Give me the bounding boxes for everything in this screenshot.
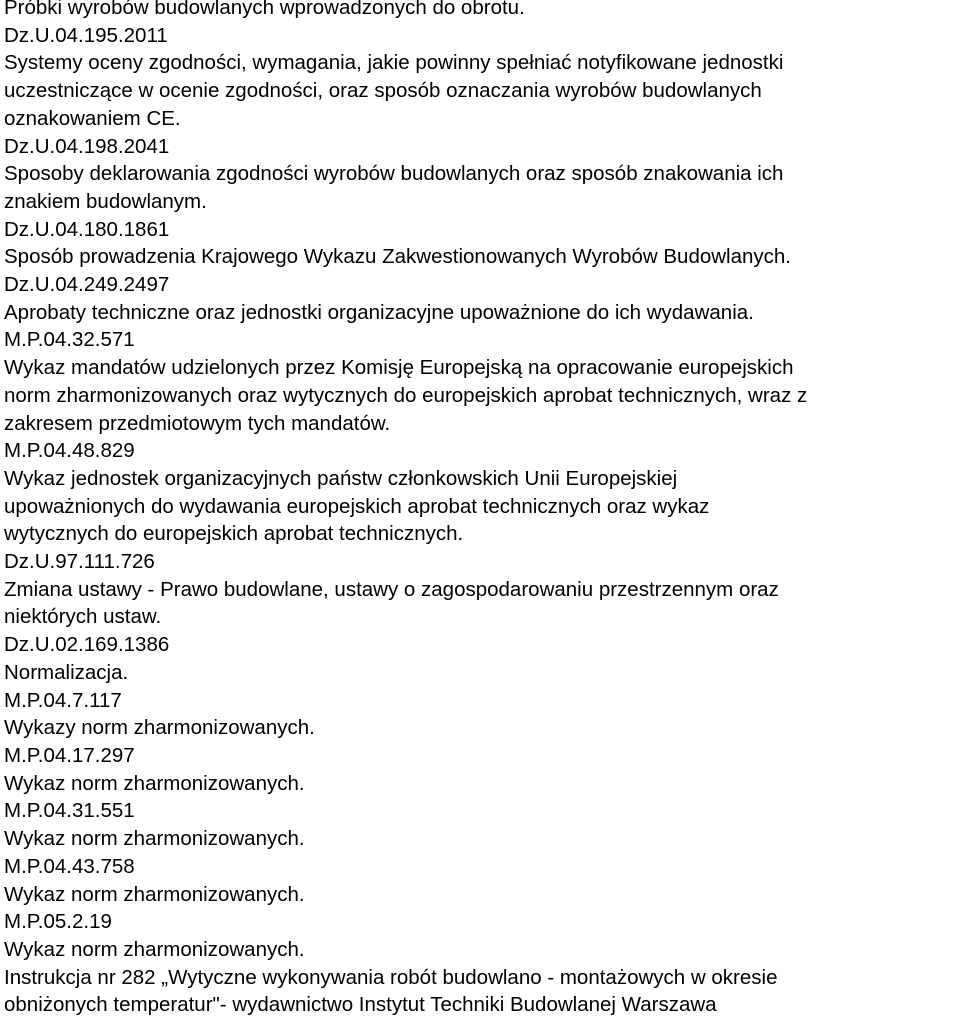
entry-title: Próbki wyrobów budowlanych wprowadzonych do obrotu.	[4, 0, 525, 19]
entry-title: norm zharmonizowanych oraz wytycznych do europejskich aprobat technicznych, wraz z	[4, 383, 808, 407]
entry-title: Sposoby deklarowania zgodności wyrobów budowlanych oraz sposób znakowania ich	[4, 162, 784, 186]
entry-title: Wykaz norm zharmonizowanych.	[4, 937, 305, 961]
entry-title: oznakowaniem CE.	[4, 106, 181, 130]
final-note: obniżonych temperatur"- wydawnictwo Instytut Techniki Budowlanej Warszawa	[4, 993, 717, 1017]
entry-title: Aprobaty techniczne oraz jednostki organizacyjne upoważnione do ich wydawania.	[4, 300, 754, 324]
entry-reference: M.P.05.2.19	[4, 910, 112, 934]
entry-reference: Dz.U.02.169.1386	[4, 633, 170, 657]
document-body	[4, 0, 960, 1019]
entry-reference: M.P.04.7.117	[4, 688, 122, 712]
entry-title: Sposób prowadzenia Krajowego Wykazu Zakwestionowanych Wyrobów Budowlanych.	[4, 245, 792, 269]
entry-reference: M.P.04.48.829	[4, 439, 135, 463]
entry-reference: M.P.04.31.551	[4, 799, 135, 823]
entry-reference: M.P.04.43.758	[4, 854, 135, 878]
entry-title: Wykaz norm zharmonizowanych.	[4, 827, 305, 851]
entry-title: Systemy oceny zgodności, wymagania, jakie powinny spełniać notyfikowane jednostki	[4, 51, 784, 75]
entry-title: zakresem przedmiotowym tych mandatów.	[4, 411, 391, 435]
entry-title: Normalizacja.	[4, 660, 129, 684]
entry-title: Wykaz jednostek organizacyjnych państw członkowskich Unii Europejskiej	[4, 466, 678, 490]
entry-reference: Dz.U.04.195.2011	[4, 23, 168, 47]
entry-title: wytycznych do europejskich aprobat technicznych.	[4, 522, 464, 546]
entry-reference: M.P.04.32.571	[4, 328, 135, 352]
entry-title: Wykaz norm zharmonizowanych.	[4, 771, 305, 795]
entry-title: uczestniczące w ocenie zgodności, oraz sposób oznaczania wyrobów budowlanych	[4, 79, 762, 103]
entry-title: niektórych ustaw.	[4, 605, 162, 629]
entry-title: Wykazy norm zharmonizowanych.	[4, 716, 315, 740]
entry-title: upoważnionych do wydawania europejskich aprobat technicznych oraz wykaz	[4, 494, 710, 518]
entry-title: Wykaz mandatów udzielonych przez Komisję Europejską na opracowanie europejskich	[4, 356, 794, 380]
entry-reference: Dz.U.04.180.1861	[4, 217, 170, 241]
final-note: Instrukcja nr 282 „Wytyczne wykonywania robót budowlano - montażowych w okresie	[4, 965, 778, 989]
entry-reference: Dz.U.04.198.2041	[4, 134, 170, 158]
entry-title: Zmiana ustawy - Prawo budowlane, ustawy o zagospodarowaniu przestrzennym oraz	[4, 577, 779, 601]
entry-reference: Dz.U.97.111.726	[4, 550, 155, 574]
entry-reference: M.P.04.17.297	[4, 743, 135, 767]
entry-reference: Dz.U.04.249.2497	[4, 273, 170, 297]
entry-title: znakiem budowlanym.	[4, 189, 207, 213]
entry-title: Wykaz norm zharmonizowanych.	[4, 882, 305, 906]
